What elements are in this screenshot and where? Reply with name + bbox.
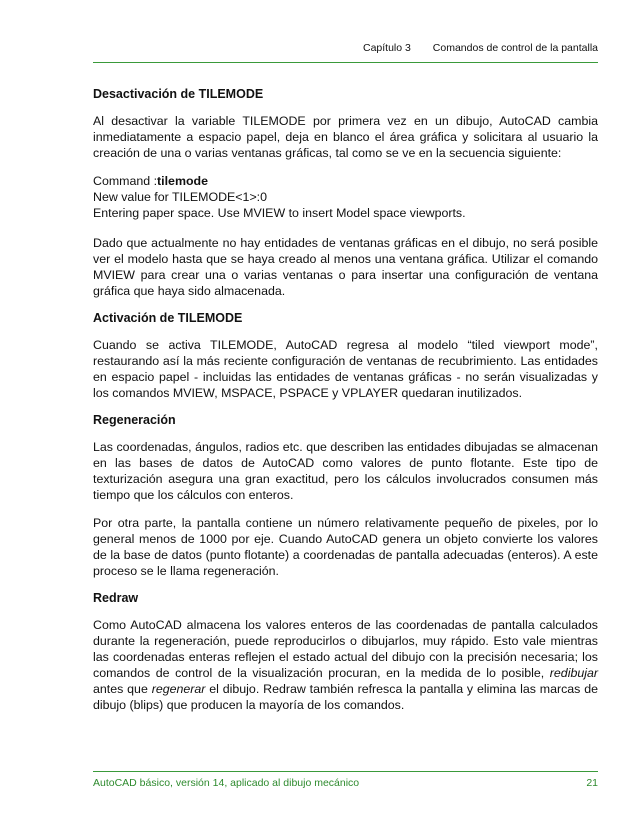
header-rule <box>93 62 598 63</box>
section-title-activacion: Activación de TILEMODE <box>93 311 243 325</box>
command-line: New value for TILEMODE<1>:0 <box>93 190 268 204</box>
command-line: Entering paper space. Use MVIEW to insert Model space viewports. <box>93 206 466 220</box>
footer-rule <box>93 771 598 772</box>
command-keyword: tilemode <box>157 174 208 188</box>
text-run: el dibujo. Redraw también refresca la pantalla y elimina las marcas de dibujo (blips) que producen la mayoría de los comandos. <box>93 682 598 712</box>
page-number: 21 <box>586 777 598 789</box>
paragraph: Cuando se activa TILEMODE, AutoCAD regresa al modelo “tiled viewport mode”, restaurando así la más reciente configuración de ventanas de recubrimiento. Las entidades en espacio papel - incluidas las entidades de ventanas gráficas - no serán visualizadas y los comandos MVIEW, MSPACE, PSPACE y VPLAYER quedaran inutilizados. <box>93 338 598 400</box>
paragraph: Al desactivar la variable TILEMODE por primera vez en un dibujo, AutoCAD cambia inmediatamente a espacio papel, deja en blanco el área gráfica y solicitara al usuario la creación de una o varias ventanas gráficas, tal como se ve en la secuencia siguiente: <box>93 114 598 160</box>
paragraph: Dado que actualmente no hay entidades de ventanas gráficas en el dibujo, no será posible ver el modelo hasta que se haya creado al menos una ventana gráfica. Utilizar el comando MVIEW para crear una o varias ventanas o para insertar una configuración de ventana gráfica que haya sido almacenada. <box>93 236 598 298</box>
paragraph: Las coordenadas, ángulos, radios etc. que describen las entidades dibujadas se almacenan en las bases de datos de AutoCAD como valores de punto flotante. Este tipo de texturización asegura una gran exactitud, pero los cálculos involucrados consumen más tiempo que los cálculos con enteros. <box>93 440 598 502</box>
header-chapter: Capítulo 3 <box>363 42 411 54</box>
italic-term: regenerar <box>151 682 206 696</box>
text-run: antes que <box>93 682 152 696</box>
italic-term: redibujar <box>549 666 598 680</box>
command-prefix: Command : <box>93 174 158 188</box>
command-sequence <box>93 173 598 221</box>
header-title: Comandos de control de la pantalla <box>432 42 598 54</box>
paragraph: Por otra parte, la pantalla contiene un número relativamente pequeño de pixeles, por lo general menos de 1000 por eje. Cuando AutoCAD genera un objeto convierte los valores de la base de datos (punto flotante) a coordenadas de pantalla adecuadas (enteros). A este proceso se le llama regeneración. <box>93 516 598 578</box>
command-line <box>93 173 598 189</box>
paragraph <box>93 617 598 713</box>
page-header <box>93 42 598 58</box>
text-run: Como AutoCAD almacena los valores enteros de las coordenadas de pantalla calculados durante la regeneración, puede reproducirlos o dibujarlos, muy rápido. Esto vale mientras las coordenadas enteras reflejen el estado actual del dibujo con la precisión necesaria; los comandos de control de la visualización procuran, en la medida de lo posible, <box>93 618 598 680</box>
section-title-redraw: Redraw <box>93 591 139 605</box>
section-title-regeneracion: Regeneración <box>93 413 176 427</box>
page-content <box>93 87 598 725</box>
section-title-desactivacion: Desactivación de TILEMODE <box>93 87 264 101</box>
footer-book-title: AutoCAD básico, versión 14, aplicado al dibujo mecánico <box>93 777 360 789</box>
